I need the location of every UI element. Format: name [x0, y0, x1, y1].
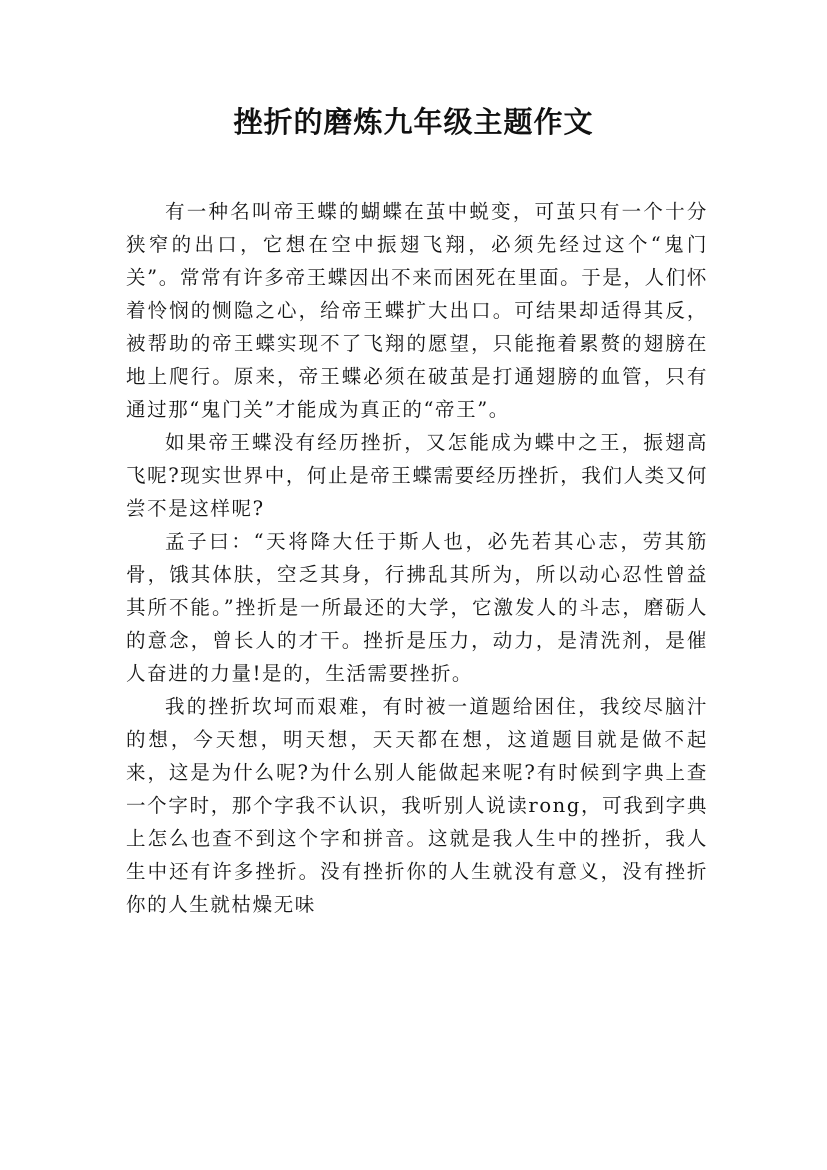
paragraph: 如果帝王蝶没有经历挫折，又怎能成为蝶中之王，振翅高飞呢?现实世界中，何止是帝王蝶需要经历挫折，我们人类又何尝不是这样呢?	[126, 431, 708, 520]
document-title: 挫折的磨炼九年级主题作文	[233, 105, 594, 139]
paragraph: 有一种名叫帝王蝶的蝴蝶在茧中蜕变，可茧只有一个十分狭窄的出口，它想在空中振翅飞翔，必须先经过这个“鬼门关”。常常有许多帝王蝶因出不来而困死在里面。于是，人们怀着怜悯的恻隐之心，给帝王蝶扩大出口。可结果却适得其反，被帮助的帝王蝶实现不了飞翔的愿望，只能拖着累赘的翅膀在地上爬行。原来，帝王蝶必须在破茧是打通翅膀的血管，只有通过那“鬼门关”才能成为真正的“帝王”。	[126, 200, 708, 421]
document-body	[126, 195, 708, 921]
paragraph: 我的挫折坎坷而艰难，有时被一道题给困住，我绞尽脑汁的想，今天想，明天想，天天都在想，这道题目就是做不起来，这是为什么呢?为什么别人能做起来呢?有时候到字典上查一个字时，那个字我不认识，我听别人说读rong，可我到字典上怎么也查不到这个字和拼音。这就是我人生中的挫折，我人生中还有许多挫折。没有挫折你的人生就没有意义，没有挫折你的人生就枯燥无味	[126, 695, 708, 916]
paragraph: 孟子曰：“天将降大任于斯人也，必先若其心志，劳其筋骨，饿其体肤，空乏其身，行拂乱其所为，所以动心忍性曾益其所不能。”挫折是一所最还的大学，它激发人的斗志，磨砺人的意念，曾长人的才干。挫折是压力，动力，是清洗剂，是催人奋进的力量!是的，生活需要挫折。	[126, 530, 708, 685]
